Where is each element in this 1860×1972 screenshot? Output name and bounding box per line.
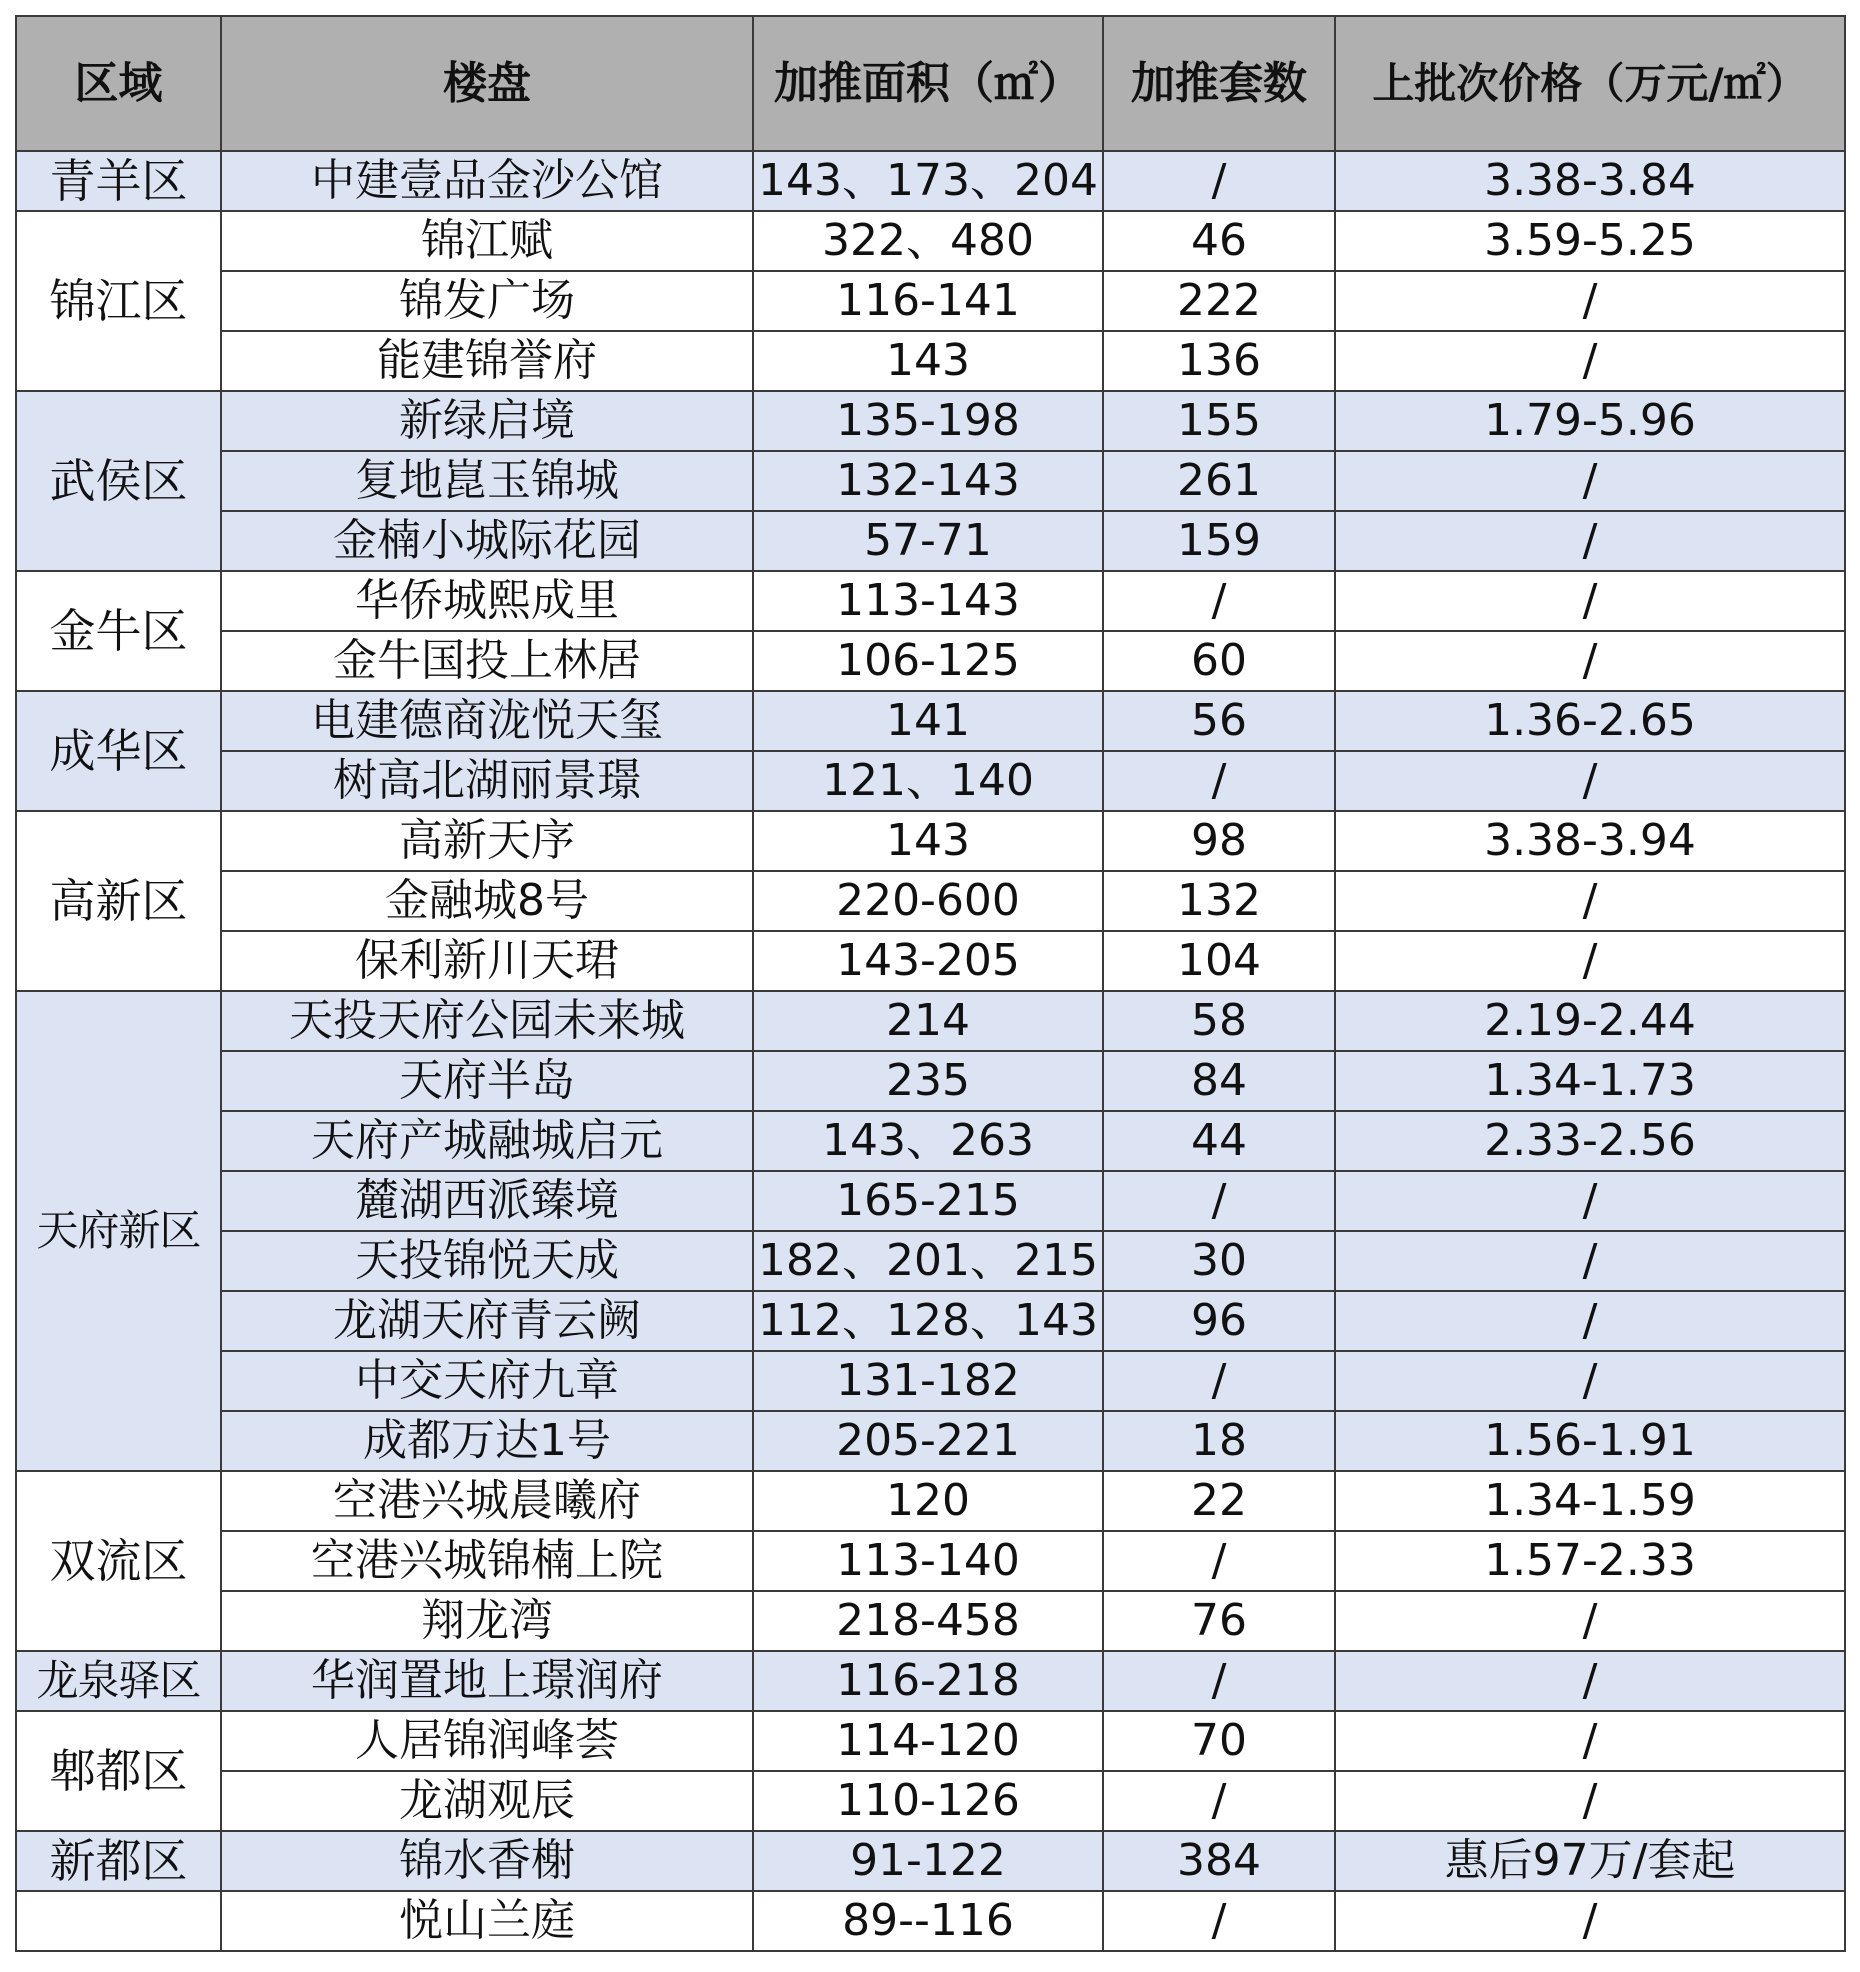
project-cell: 华侨城熙成里 [221,571,753,631]
project-cell: 高新天序 [221,811,753,871]
area-cell: 89--116 [753,1891,1103,1951]
project-cell: 天投锦悦天成 [221,1231,753,1291]
table-row [16,451,1845,511]
district-cell: 高新区 [16,811,221,991]
district-cell: 青羊区 [16,151,221,211]
area-cell: 132-143 [753,451,1103,511]
units-cell: 18 [1103,1411,1335,1471]
header-district: 区域 [16,16,221,151]
table-row [16,271,1845,331]
table-row [16,691,1845,751]
project-cell: 天府半岛 [221,1051,753,1111]
units-cell: / [1103,1531,1335,1591]
units-cell: 222 [1103,271,1335,331]
table-row [16,331,1845,391]
price-cell: / [1335,1591,1845,1651]
table-body [16,151,1845,1951]
header-row [16,16,1845,151]
price-cell: / [1335,1291,1845,1351]
price-cell: 1.56-1.91 [1335,1411,1845,1471]
area-cell: 143-205 [753,931,1103,991]
area-cell: 114-120 [753,1711,1103,1771]
header-area: 加推面积（㎡） [753,16,1103,151]
price-cell: / [1335,1351,1845,1411]
table-row [16,211,1845,271]
area-cell: 235 [753,1051,1103,1111]
table-row [16,1291,1845,1351]
project-cell: 悦山兰庭 [221,1891,753,1951]
price-cell: / [1335,931,1845,991]
area-cell: 218-458 [753,1591,1103,1651]
price-cell: 1.57-2.33 [1335,1531,1845,1591]
project-cell: 金牛国投上林居 [221,631,753,691]
table-row [16,1831,1845,1891]
price-cell: 1.34-1.59 [1335,1471,1845,1531]
units-cell: 84 [1103,1051,1335,1111]
district-cell: 双流区 [16,1471,221,1651]
table-row [16,511,1845,571]
price-cell: 3.38-3.84 [1335,151,1845,211]
price-cell: / [1335,451,1845,511]
project-cell: 成都万达1号 [221,1411,753,1471]
project-cell: 麓湖西派臻境 [221,1171,753,1231]
district-cell: 龙泉驿区 [16,1651,221,1711]
units-cell: / [1103,1351,1335,1411]
table-row [16,991,1845,1051]
project-cell: 龙湖天府青云阙 [221,1291,753,1351]
table-row [16,1771,1845,1831]
header-units: 加推套数 [1103,16,1335,151]
units-cell: 58 [1103,991,1335,1051]
price-cell: 1.36-2.65 [1335,691,1845,751]
price-cell: / [1335,1891,1845,1951]
units-cell: 56 [1103,691,1335,751]
project-cell: 锦发广场 [221,271,753,331]
units-cell: 70 [1103,1711,1335,1771]
area-cell: 91-122 [753,1831,1103,1891]
price-cell: / [1335,631,1845,691]
header-project: 楼盘 [221,16,753,151]
district-cell: 金牛区 [16,571,221,691]
price-cell: 1.34-1.73 [1335,1051,1845,1111]
area-cell: 205-221 [753,1411,1103,1471]
table-row [16,1531,1845,1591]
district-cell: 天府新区 [16,991,221,1471]
units-cell: 159 [1103,511,1335,571]
area-cell: 57-71 [753,511,1103,571]
units-cell: 155 [1103,391,1335,451]
area-cell: 113-143 [753,571,1103,631]
units-cell: / [1103,751,1335,811]
units-cell: 98 [1103,811,1335,871]
units-cell: 132 [1103,871,1335,931]
price-cell: 2.19-2.44 [1335,991,1845,1051]
units-cell: 60 [1103,631,1335,691]
area-cell: 322、480 [753,211,1103,271]
area-cell: 121、140 [753,751,1103,811]
table-row [16,1231,1845,1291]
price-cell: / [1335,511,1845,571]
price-cell: / [1335,1771,1845,1831]
area-cell: 220-600 [753,871,1103,931]
table-row [16,571,1845,631]
price-cell: 惠后97万/套起 [1335,1831,1845,1891]
price-cell: 3.38-3.94 [1335,811,1845,871]
table-row [16,1471,1845,1531]
district-cell: 郫都区 [16,1711,221,1831]
area-cell: 135-198 [753,391,1103,451]
area-cell: 116-218 [753,1651,1103,1711]
property-table [15,15,1846,1952]
units-cell: 261 [1103,451,1335,511]
area-cell: 182、201、215 [753,1231,1103,1291]
area-cell: 214 [753,991,1103,1051]
project-cell: 金楠小城际花园 [221,511,753,571]
table-row [16,1111,1845,1171]
district-cell: 武侯区 [16,391,221,571]
project-cell: 人居锦润峰荟 [221,1711,753,1771]
table-container [15,15,1846,1952]
units-cell: / [1103,571,1335,631]
units-cell: 46 [1103,211,1335,271]
units-cell: / [1103,1651,1335,1711]
area-cell: 113-140 [753,1531,1103,1591]
area-cell: 143 [753,331,1103,391]
units-cell: 136 [1103,331,1335,391]
table-row [16,1711,1845,1771]
area-cell: 143 [753,811,1103,871]
price-cell: / [1335,571,1845,631]
area-cell: 143、173、204 [753,151,1103,211]
area-cell: 131-182 [753,1351,1103,1411]
project-cell: 中建壹品金沙公馆 [221,151,753,211]
table-row [16,1411,1845,1471]
area-cell: 106-125 [753,631,1103,691]
project-cell: 华润置地上璟润府 [221,1651,753,1711]
units-cell: 22 [1103,1471,1335,1531]
price-cell: 2.33-2.56 [1335,1111,1845,1171]
price-cell: / [1335,1171,1845,1231]
units-cell: 76 [1103,1591,1335,1651]
units-cell: / [1103,1171,1335,1231]
table-row [16,1171,1845,1231]
district-cell [16,1891,221,1951]
area-cell: 165-215 [753,1171,1103,1231]
table-row [16,931,1845,991]
table-row [16,1051,1845,1111]
project-cell: 翔龙湾 [221,1591,753,1651]
header-price: 上批次价格（万元/㎡） [1335,16,1845,151]
table-row [16,811,1845,871]
project-cell: 金融城8号 [221,871,753,931]
project-cell: 天府产城融城启元 [221,1111,753,1171]
price-cell: / [1335,271,1845,331]
table-row [16,391,1845,451]
project-cell: 空港兴城锦楠上院 [221,1531,753,1591]
project-cell: 中交天府九章 [221,1351,753,1411]
project-cell: 能建锦誉府 [221,331,753,391]
price-cell: / [1335,331,1845,391]
area-cell: 116-141 [753,271,1103,331]
units-cell: 30 [1103,1231,1335,1291]
units-cell: / [1103,1771,1335,1831]
units-cell: 104 [1103,931,1335,991]
units-cell: 96 [1103,1291,1335,1351]
price-cell: / [1335,1231,1845,1291]
table-row [16,751,1845,811]
price-cell: / [1335,751,1845,811]
units-cell: / [1103,151,1335,211]
price-cell: 3.59-5.25 [1335,211,1845,271]
area-cell: 141 [753,691,1103,751]
table-row [16,151,1845,211]
district-cell: 成华区 [16,691,221,811]
price-cell: / [1335,871,1845,931]
units-cell: 44 [1103,1111,1335,1171]
units-cell: 384 [1103,1831,1335,1891]
units-cell: / [1103,1891,1335,1951]
price-cell: / [1335,1711,1845,1771]
table-row [16,631,1845,691]
area-cell: 112、128、143 [753,1291,1103,1351]
project-cell: 锦江赋 [221,211,753,271]
area-cell: 120 [753,1471,1103,1531]
area-cell: 143、263 [753,1111,1103,1171]
table-row [16,1651,1845,1711]
project-cell: 新绿启境 [221,391,753,451]
table-row [16,1351,1845,1411]
table-row [16,1591,1845,1651]
project-cell: 天投天府公园未来城 [221,991,753,1051]
project-cell: 树高北湖丽景璟 [221,751,753,811]
district-cell: 锦江区 [16,211,221,391]
district-cell: 新都区 [16,1831,221,1891]
price-cell: 1.79-5.96 [1335,391,1845,451]
project-cell: 复地崑玉锦城 [221,451,753,511]
project-cell: 锦水香榭 [221,1831,753,1891]
table-row [16,871,1845,931]
project-cell: 保利新川天珺 [221,931,753,991]
project-cell: 电建德商泷悦天玺 [221,691,753,751]
project-cell: 空港兴城晨曦府 [221,1471,753,1531]
price-cell: / [1335,1651,1845,1711]
area-cell: 110-126 [753,1771,1103,1831]
table-row [16,1891,1845,1951]
project-cell: 龙湖观辰 [221,1771,753,1831]
